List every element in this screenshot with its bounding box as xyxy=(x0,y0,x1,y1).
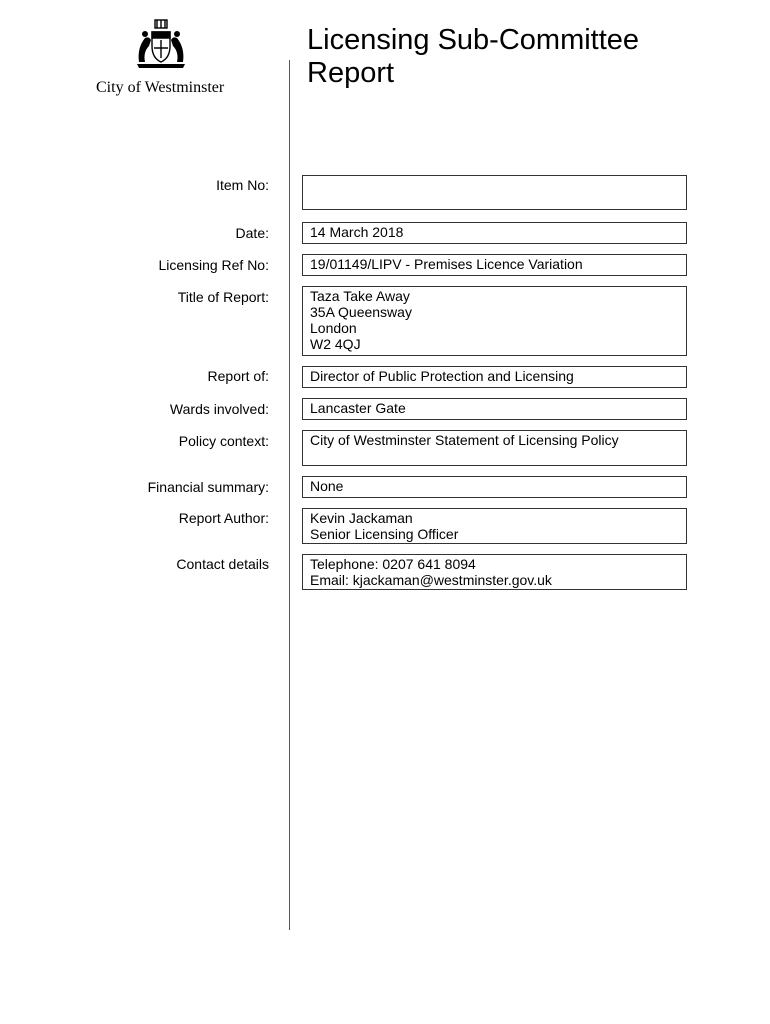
licensing-ref-field xyxy=(302,254,687,276)
financial-summary-value: None xyxy=(310,478,344,494)
address-postcode: W2 4QJ xyxy=(310,336,361,352)
title-line-2: Report xyxy=(307,57,395,89)
contact-telephone: Telephone: 0207 641 8094 xyxy=(310,556,476,572)
report-of-field xyxy=(302,366,687,388)
policy-context-field xyxy=(302,430,687,466)
financial-summary-label: Financial summary: xyxy=(147,479,269,495)
report-of-value: Director of Public Protection and Licensing xyxy=(310,368,574,384)
author-name: Kevin Jackaman xyxy=(310,510,413,526)
contact-details-label: Contact details xyxy=(176,556,269,572)
organisation-name: City of Westminster xyxy=(96,79,225,96)
contact-details-field xyxy=(302,554,687,590)
item-no-label: Item No: xyxy=(216,177,269,193)
title-line-1: Licensing Sub-Committee xyxy=(307,24,640,56)
premises-name: Taza Take Away xyxy=(310,288,410,304)
financial-summary-field xyxy=(302,476,687,498)
report-author-field xyxy=(302,508,687,544)
title-of-report-field xyxy=(302,286,687,356)
licensing-ref-label: Licensing Ref No: xyxy=(158,257,269,273)
address-line-1: 35A Queensway xyxy=(310,304,412,320)
date-value: 14 March 2018 xyxy=(310,224,404,240)
date-field xyxy=(302,222,687,244)
report-author-label: Report Author: xyxy=(178,510,269,526)
item-no-field xyxy=(302,175,687,210)
licensing-ref-value: 19/01149/LIPV - Premises Licence Variation xyxy=(310,256,583,272)
report-of-label: Report of: xyxy=(207,368,269,384)
vertical-divider xyxy=(289,60,290,930)
wards-value: Lancaster Gate xyxy=(310,400,406,416)
title-of-report-label: Title of Report: xyxy=(177,289,269,305)
wards-label: Wards involved: xyxy=(169,401,269,417)
date-label: Date: xyxy=(235,225,269,241)
wards-field xyxy=(302,398,687,420)
report-title xyxy=(307,24,727,90)
contact-email[interactable]: Email: kjackaman@westminster.gov.uk xyxy=(310,572,552,588)
coat-of-arms-icon xyxy=(133,18,189,72)
policy-context-value: City of Westminster Statement of Licensing Policy xyxy=(310,432,619,448)
policy-context-label: Policy context: xyxy=(178,433,269,449)
address-city: London xyxy=(310,320,357,336)
author-role: Senior Licensing Officer xyxy=(310,526,459,542)
